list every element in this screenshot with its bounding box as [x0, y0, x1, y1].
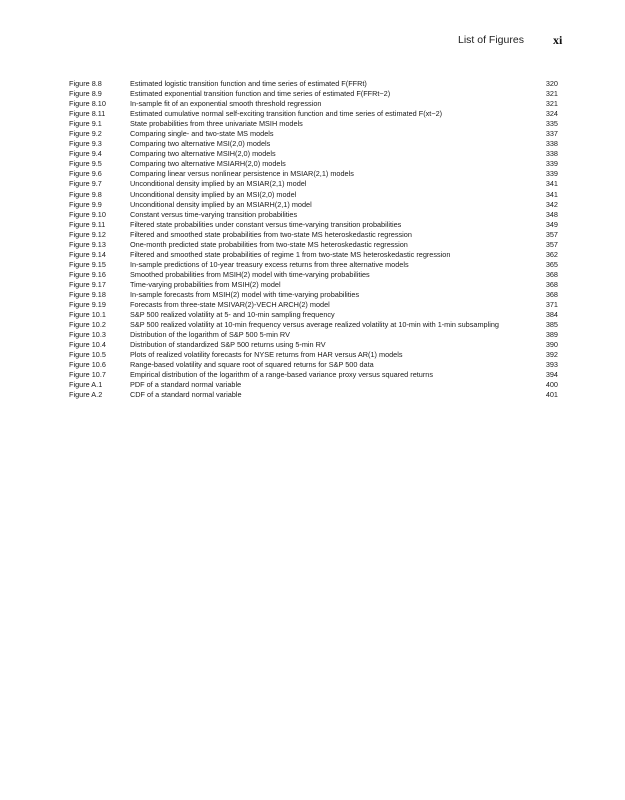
figure-number: Figure 9.2	[69, 129, 102, 139]
figure-number: Figure 10.6	[69, 360, 106, 370]
figure-title: Plots of realized volatility forecasts for NYSE returns from HAR versus AR(1) models	[130, 350, 403, 360]
figure-entry	[0, 129, 625, 139]
figure-title: Range-based volatility and square root of squared returns for S&P 500 data	[130, 360, 374, 370]
figure-title: One-month predicted state probabilities from two-state MS heteroskedastic regression	[130, 239, 408, 249]
figure-entry	[0, 179, 625, 189]
figure-number: Figure 9.5	[69, 159, 102, 169]
figure-entry	[0, 79, 625, 89]
figure-page-number: 335	[545, 119, 558, 129]
figure-page-number: 324	[545, 109, 558, 119]
figure-title: Comparing linear versus nonlinear persistence in MSIAR(2,1) models	[130, 169, 354, 179]
figure-page-number: 357	[545, 239, 558, 249]
figure-entry	[0, 270, 625, 280]
figure-title: Unconditional density implied by an MSIAR(2,1) model	[130, 179, 307, 189]
figure-page-number: 368	[545, 279, 558, 289]
figure-page-number: 371	[545, 300, 558, 310]
figure-entry	[0, 300, 625, 310]
figure-title: Estimated logistic transition function and time series of estimated F(FFRt)	[130, 79, 367, 88]
figure-entry	[0, 190, 625, 200]
figure-number: Figure 9.9	[69, 199, 102, 209]
figure-page-number: 321	[545, 99, 558, 109]
figure-entry	[0, 280, 625, 290]
figure-number: Figure 10.4	[69, 340, 106, 350]
figure-title: Constant versus time-varying transition probabilities	[130, 209, 298, 219]
figure-number: Figure 9.15	[69, 259, 106, 269]
figure-page-number: 320	[545, 79, 558, 88]
figure-entry	[0, 380, 625, 390]
figure-number: Figure 10.5	[69, 350, 106, 360]
figure-entry	[0, 210, 625, 220]
figure-number: Figure 9.16	[69, 269, 106, 279]
figure-number: Figure 10.3	[69, 330, 106, 340]
figure-page-number: 342	[545, 199, 558, 209]
figure-title: Distribution of standardized S&P 500 returns using 5-min RV	[130, 340, 326, 350]
figure-number: Figure 9.19	[69, 300, 106, 310]
figure-title: Smoothed probabilities from MSIH(2) model with time-varying probabilities	[130, 269, 370, 279]
figure-page-number: 349	[545, 219, 558, 229]
figure-title: Empirical distribution of the logarithm of a range-based variance proxy versus squared returns	[130, 370, 433, 380]
figure-entry	[0, 99, 625, 109]
figure-title: Filtered state probabilities under constant versus time-varying transition probabilities	[130, 219, 402, 229]
figure-title: Estimated exponential transition function and time series of estimated F(FFRt−2)	[130, 89, 391, 99]
figure-entry	[0, 159, 625, 169]
figure-title: State probabilities from three univariate MSIH models	[130, 119, 303, 129]
figure-title: Estimated cumulative normal self-exciting transition function and time series of estimated F(xt−2)	[130, 109, 443, 119]
figure-page-number: 385	[545, 320, 558, 330]
figure-number: Figure 10.2	[69, 320, 106, 330]
figure-number: Figure 10.7	[69, 370, 106, 380]
figure-page-number: 389	[545, 330, 558, 340]
figure-entry	[0, 370, 625, 380]
figure-entry	[0, 350, 625, 360]
figure-title: In-sample predictions of 10-year treasury excess returns from three alternative models	[130, 259, 409, 269]
figure-entry	[0, 109, 625, 119]
figure-number: Figure 8.10	[69, 99, 106, 109]
figure-title: S&P 500 realized volatility at 10-min frequency versus average realized volatility at 10-min with 1-min subsampling	[130, 320, 499, 330]
header-page-number: xi	[553, 33, 563, 47]
header-title: List of Figures	[458, 34, 524, 46]
figure-page-number: 321	[545, 89, 558, 99]
figure-title: Comparing two alternative MSI(2,0) models	[130, 139, 271, 149]
figure-entry	[0, 290, 625, 300]
figure-entry	[0, 89, 625, 99]
figure-page-number: 365	[545, 259, 558, 269]
figure-title: Time-varying probabilities from MSIH(2) model	[130, 279, 281, 289]
figure-title: Distribution of the logarithm of S&P 500 5-min RV	[130, 330, 290, 340]
figure-title: Filtered and smoothed state probabilities from two-state MS heteroskedastic regression	[130, 229, 412, 239]
figure-number: Figure 9.8	[69, 189, 102, 199]
figure-number: Figure 9.4	[69, 149, 102, 159]
figure-title: Forecasts from three-state MSIVAR(2)-VECH ARCH(2) model	[130, 300, 330, 310]
figure-page-number: 348	[545, 209, 558, 219]
figure-title: Unconditional density implied by an MSI(2,0) model	[130, 189, 297, 199]
figure-number: Figure 9.7	[69, 179, 102, 189]
figure-entry	[0, 360, 625, 370]
figure-title: In-sample forecasts from MSIH(2) model with time-varying probabilities	[130, 289, 360, 299]
figure-entry	[0, 169, 625, 179]
figure-page-number: 392	[545, 350, 558, 360]
figure-number: Figure 8.8	[69, 79, 102, 88]
figure-page-number: 339	[545, 169, 558, 179]
figure-page-number: 341	[545, 189, 558, 199]
figure-page-number: 357	[545, 229, 558, 239]
figure-page-number: 368	[545, 289, 558, 299]
figure-title: Comparing two alternative MSIARH(2,0) models	[130, 159, 286, 169]
figure-entry	[0, 230, 625, 240]
figure-number: Figure 9.6	[69, 169, 102, 179]
figure-page-number: 393	[545, 360, 558, 370]
figure-page-number: 384	[545, 310, 558, 320]
figure-entry	[0, 149, 625, 159]
figure-number: Figure 10.1	[69, 310, 106, 320]
figure-number: Figure 9.1	[69, 119, 102, 129]
figure-page-number: 338	[545, 139, 558, 149]
figure-page-number: 401	[545, 390, 558, 400]
figure-page-number: 338	[545, 149, 558, 159]
figure-entry	[0, 139, 625, 149]
figure-number: Figure 8.11	[69, 109, 106, 119]
figure-entry	[0, 260, 625, 270]
figure-page-number: 368	[545, 269, 558, 279]
figure-title: Filtered and smoothed state probabilities of regime 1 from two-state MS heteroskedastic regression	[130, 249, 451, 259]
figure-title: In-sample fit of an exponential smooth threshold regression	[130, 99, 322, 109]
figure-entry	[0, 250, 625, 260]
figure-entry	[0, 390, 625, 400]
figure-title: Comparing two alternative MSIH(2,0) models	[130, 149, 276, 159]
figure-number: Figure A.2	[69, 390, 103, 400]
figure-number: Figure 9.18	[69, 289, 106, 299]
figure-page-number: 390	[545, 340, 558, 350]
figure-title: Comparing single- and two-state MS models	[130, 129, 274, 139]
figure-number: Figure 9.3	[69, 139, 102, 149]
figure-entry	[0, 220, 625, 230]
figure-entry	[0, 320, 625, 330]
list-of-figures	[0, 79, 625, 401]
figure-number: Figure 9.12	[69, 229, 106, 239]
figure-page-number: 341	[545, 179, 558, 189]
figure-entry	[0, 200, 625, 210]
figure-page-number: 337	[545, 129, 558, 139]
figure-number: Figure 9.10	[69, 209, 106, 219]
figure-number: Figure 8.9	[69, 89, 102, 99]
running-header	[0, 33, 625, 49]
figure-entry	[0, 330, 625, 340]
figure-title: Unconditional density implied by an MSIARH(2,1) model	[130, 199, 312, 209]
figure-number: Figure 9.13	[69, 239, 106, 249]
figure-entry	[0, 310, 625, 320]
figure-title: S&P 500 realized volatility at 5- and 10-min sampling frequency	[130, 310, 335, 320]
figure-number: Figure 9.14	[69, 249, 106, 259]
figure-entry	[0, 240, 625, 250]
figure-entry	[0, 340, 625, 350]
figure-number: Figure 9.11	[69, 219, 106, 229]
figure-title: PDF of a standard normal variable	[130, 380, 242, 390]
figure-number: Figure A.1	[69, 380, 103, 390]
figure-page-number: 339	[545, 159, 558, 169]
figure-title: CDF of a standard normal variable	[130, 390, 242, 400]
figure-entry	[0, 119, 625, 129]
figure-page-number: 362	[545, 249, 558, 259]
figure-number: Figure 9.17	[69, 279, 106, 289]
figure-page-number: 394	[545, 370, 558, 380]
figure-page-number: 400	[545, 380, 558, 390]
